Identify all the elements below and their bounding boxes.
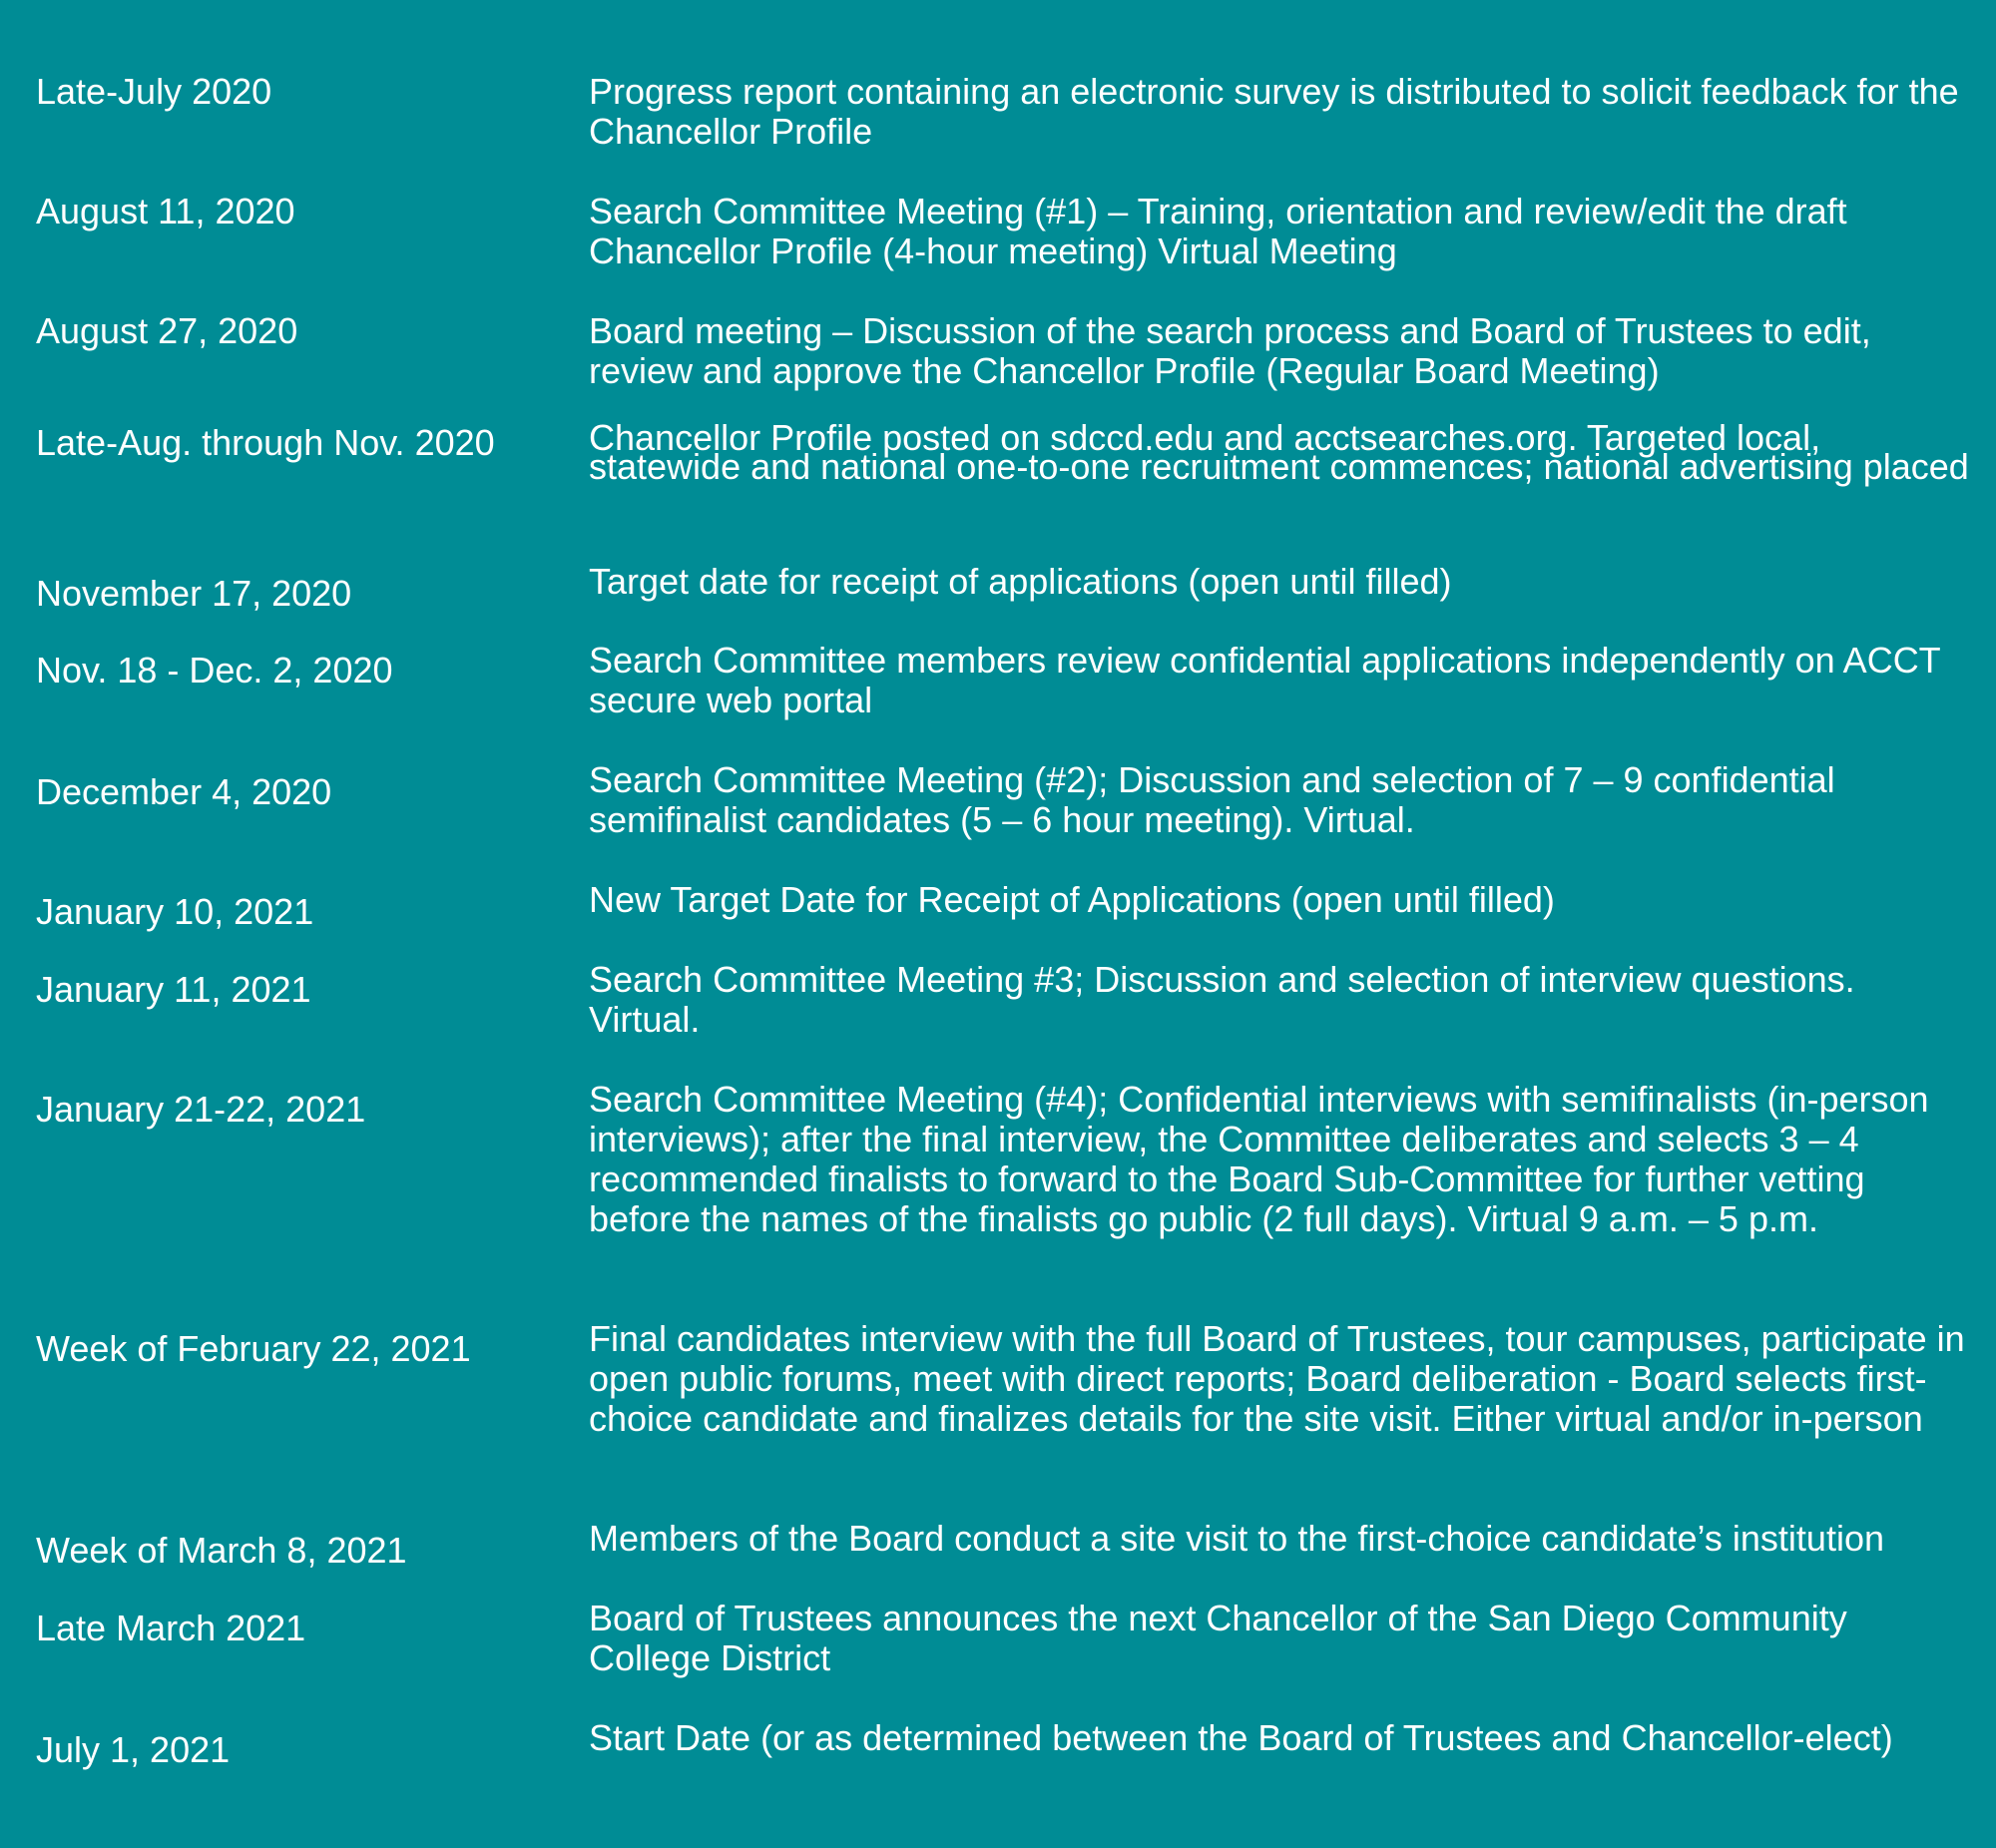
timeline-date: December 4, 2020 xyxy=(36,771,332,812)
timeline-description: Search Committee members review confidential applications independently on ACCT secure web portal xyxy=(589,640,1941,720)
timeline-description: Search Committee Meeting (#2); Discussion and selection of 7 – 9 confidential semifinalist candidates (5 – 6 hour meeting). Virtual. xyxy=(589,759,1835,840)
timeline-date: August 27, 2020 xyxy=(36,310,298,351)
timeline-description: Search Committee Meeting (#4); Confidential interviews with semifinalists (in-person interviews); after the final interview, the Committee deliberates and selects 3 – 4 recommended finalists to forward to the Board Sub-Committee for further vetting before the names of the finalists go public (2 full days). Virtual 9 a.m. – 5 p.m. xyxy=(589,1079,1929,1239)
timeline-date: January 21-22, 2021 xyxy=(36,1089,366,1130)
timeline-description: Search Committee Meeting (#1) – Training, orientation and review/edit the draft Chancellor Profile (4-hour meeting) Virtual Meeting xyxy=(589,191,1847,271)
timeline-description: Board of Trustees announces the next Chancellor of the San Diego Community College District xyxy=(589,1598,1847,1678)
timeline-date: July 1, 2021 xyxy=(36,1729,231,1770)
timeline-description: Chancellor Profile posted on sdccd.edu and acctsearches.org. Targeted local, statewide and national one-to-one recruitment commences; national advertising placed xyxy=(589,417,1969,487)
timeline-date: November 17, 2020 xyxy=(36,573,352,614)
timeline-date: Late-Aug. through Nov. 2020 xyxy=(36,422,495,463)
timeline-date: Late March 2021 xyxy=(36,1608,306,1648)
timeline-description: Final candidates interview with the full Board of Trustees, tour campuses, participate in open public forums, meet with direct reports; Board deliberation - Board selects first-choice candidate and finalizes details for the site visit. Either virtual and/or in-person xyxy=(589,1318,1965,1439)
timeline-date: August 11, 2020 xyxy=(36,191,295,231)
timeline-date: Late-July 2020 xyxy=(36,71,272,112)
timeline-description: Target date for receipt of applications (open until filled) xyxy=(589,561,1452,602)
timeline-date: Nov. 18 - Dec. 2, 2020 xyxy=(36,650,393,691)
timeline-description: Board meeting – Discussion of the search process and Board of Trustees to edit, review and approve the Chancellor Profile (Regular Board Meeting) xyxy=(589,310,1871,391)
timeline-description: Progress report containing an electronic survey is distributed to solicit feedback for the Chancellor Profile xyxy=(589,71,1959,152)
timeline-date: Week of February 22, 2021 xyxy=(36,1328,471,1369)
timeline-description: Members of the Board conduct a site visit to the first-choice candidate’s institution xyxy=(589,1518,1884,1559)
timeline-date: Week of March 8, 2021 xyxy=(36,1530,407,1571)
timeline-description: New Target Date for Receipt of Applications (open until filled) xyxy=(589,879,1555,920)
timeline-date: January 11, 2021 xyxy=(36,969,311,1010)
timeline-description: Search Committee Meeting #3; Discussion and selection of interview questions. Virtual. xyxy=(589,959,1855,1040)
timeline-description: Start Date (or as determined between the Board of Trustees and Chancellor-elect) xyxy=(589,1717,1893,1758)
timeline-date: January 10, 2021 xyxy=(36,891,314,932)
